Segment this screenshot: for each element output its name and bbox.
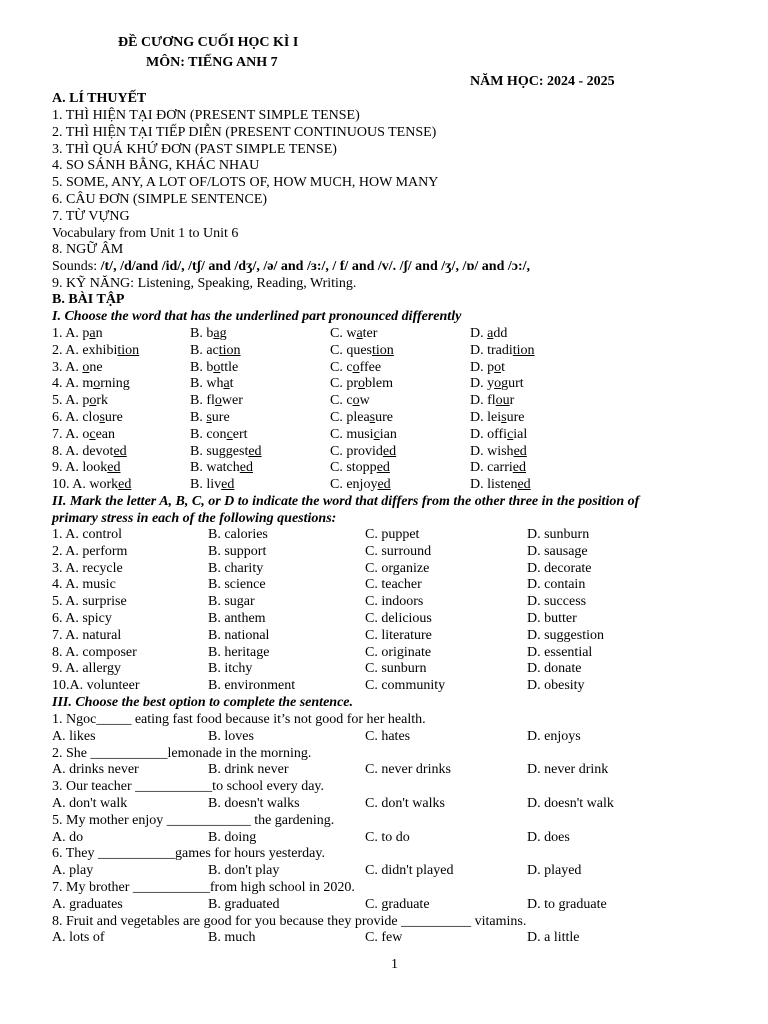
- option-prefix: C. musi: [330, 426, 374, 442]
- answer-option: 9. A. allergy: [52, 661, 121, 677]
- underlined-part: s: [369, 410, 376, 425]
- underlined-part: c: [507, 426, 514, 442]
- answer-option: 7. A. natural: [52, 627, 122, 643]
- option-prefix: 6. A. clo: [52, 410, 100, 425]
- answer-option: 2. A. perform: [52, 543, 128, 559]
- underlined-part: s: [99, 410, 105, 425]
- underlined-part: tion: [218, 342, 241, 358]
- answer-option: B. environment: [208, 678, 296, 694]
- answer-option: C. didn't played: [365, 863, 454, 879]
- table-row: [0, 628, 768, 645]
- answer-option: [330, 376, 393, 392]
- answer-option: D. sausage: [527, 543, 588, 559]
- answer-option: C. originate: [365, 644, 432, 660]
- option-suffix: ttle: [220, 359, 239, 375]
- option-prefix: D. fl: [470, 393, 496, 409]
- answer-option: 1. A. control: [52, 527, 122, 542]
- option-suffix: rning: [100, 376, 130, 392]
- theory-item: 2. THÌ HIỆN TẠI TIẾP DIỄN (PRESENT CONTINUOUS TENSE): [52, 124, 437, 140]
- answer-option: C. graduate: [365, 896, 430, 912]
- table-row: [0, 343, 768, 360]
- option-prefix: C. pr: [330, 376, 358, 392]
- table-row: [0, 444, 768, 461]
- underlined-part: o: [214, 393, 222, 409]
- answer-option: [190, 343, 241, 359]
- table-row: [0, 326, 768, 343]
- underlined-part: ed: [221, 477, 235, 493]
- option-prefix: B.: [190, 410, 207, 425]
- underlined-part: c: [226, 426, 233, 442]
- answer-option: [330, 393, 370, 409]
- option-prefix: B. liv: [190, 477, 222, 493]
- table-row: [0, 561, 768, 578]
- option-prefix: 4. A. m: [52, 376, 94, 392]
- option-prefix: B. fl: [190, 393, 215, 409]
- option-prefix: C. c: [330, 393, 353, 409]
- underlined-part: o: [494, 376, 502, 392]
- option-prefix: B. suggest: [190, 443, 249, 459]
- table-row: [0, 594, 768, 611]
- underlined-part: tion: [512, 342, 535, 358]
- answer-option: 6. A. spicy: [52, 611, 112, 626]
- answer-option: C. delicious: [365, 611, 432, 626]
- underlined-part: o: [352, 359, 360, 375]
- theory-item: 3. THÌ QUÁ KHỨ ĐƠN (PAST SIMPLE TENSE): [52, 141, 337, 157]
- answer-option: B. sugar: [208, 594, 255, 610]
- answer-option: [190, 444, 262, 460]
- question-text: 1. Ngoc_____ eating fast food because it’s not good for her health.: [52, 712, 426, 727]
- option-suffix: ne: [89, 359, 103, 375]
- answer-option: [190, 460, 253, 476]
- theory-item: 5. SOME, ANY, A LOT OF/LOTS OF, HOW MUCH, HOW MANY: [52, 175, 439, 191]
- option-prefix: D. listen: [470, 477, 518, 493]
- underlined-part: o: [89, 393, 97, 409]
- underlined-part: ed: [118, 477, 132, 493]
- option-prefix: C. provid: [330, 443, 383, 459]
- answer-option: C. few: [365, 930, 403, 946]
- option-suffix: rk: [96, 393, 109, 409]
- option-suffix: n: [95, 326, 103, 341]
- option-suffix: dd: [493, 326, 508, 341]
- answer-option: 4. A. music: [52, 577, 116, 593]
- options-row: [0, 796, 768, 813]
- answer-option: [52, 427, 115, 443]
- page-number: 1: [391, 957, 398, 972]
- table-row: [0, 360, 768, 377]
- answer-option: [470, 477, 531, 493]
- option-suffix: ert: [232, 426, 248, 442]
- option-suffix: blem: [365, 376, 393, 392]
- option-prefix: D. carri: [470, 460, 513, 476]
- option-prefix: D. y: [470, 376, 495, 392]
- option-prefix: D. offi: [470, 426, 508, 442]
- option-prefix: B. con: [190, 426, 227, 442]
- table-row: [0, 460, 768, 477]
- question-text: 5. My mother enjoy ____________ the gardening.: [52, 812, 335, 828]
- question-text: 8. Fruit and vegetables are good for you because they provide __________ vitamins.: [52, 913, 527, 929]
- option-prefix: 3. A.: [52, 359, 83, 375]
- answer-option: D. never drink: [527, 762, 609, 778]
- answer-option: C. community: [365, 678, 446, 694]
- underlined-part: c: [373, 426, 380, 442]
- answer-option: B. doing: [208, 829, 257, 845]
- underlined-part: tion: [117, 342, 140, 358]
- option-prefix: C. enjoy: [330, 477, 378, 493]
- table-row: [0, 477, 768, 494]
- answer-option: [190, 410, 230, 426]
- answer-option: 10.A. volunteer: [52, 678, 140, 694]
- underlined-part: ou: [495, 393, 510, 409]
- answer-option: C. to do: [365, 829, 410, 845]
- answer-option: [330, 410, 393, 426]
- underlined-part: ed: [517, 477, 531, 493]
- answer-option: [470, 460, 526, 476]
- option-prefix: 9. A. look: [52, 460, 108, 476]
- answer-option: C. literature: [365, 627, 432, 643]
- answer-option: A. graduates: [52, 896, 123, 912]
- document-subject: MÔN: TIẾNG ANH 7: [146, 55, 278, 70]
- answer-option: [330, 444, 396, 460]
- answer-option: [470, 376, 524, 392]
- skills-label: 9. KỸ NĂNG: [52, 276, 131, 291]
- option-suffix: wer: [221, 393, 243, 409]
- answer-option: C. teacher: [365, 577, 422, 593]
- options-row: [0, 762, 768, 779]
- answer-option: [330, 477, 391, 493]
- underlined-part: ed: [376, 460, 390, 476]
- option-suffix: w: [359, 393, 370, 409]
- theory-item: 8. NGỮ ÂM: [52, 242, 124, 258]
- answer-option: [52, 460, 120, 476]
- answer-option: [190, 326, 227, 342]
- answer-option: [52, 444, 127, 460]
- answer-option: D. donate: [527, 661, 582, 677]
- answer-option: B. don't play: [208, 863, 280, 879]
- skills-line: 9. KỸ NĂNG: Listening, Speaking, Reading, Writing.: [52, 276, 357, 291]
- answer-option: C. indoors: [365, 594, 424, 610]
- option-prefix: B. watch: [190, 460, 240, 476]
- answer-option: D. doesn't walk: [527, 796, 614, 811]
- theory-item: Vocabulary from Unit 1 to Unit 6: [52, 225, 239, 241]
- part2-instruction-line2: primary stress in each of the following questions:: [52, 511, 337, 526]
- underlined-part: a: [223, 376, 230, 392]
- answer-option: C. never drinks: [365, 762, 451, 778]
- option-prefix: D.: [470, 326, 488, 341]
- answer-option: B. support: [208, 543, 267, 559]
- answer-option: [52, 477, 131, 493]
- option-prefix: C. c: [330, 359, 353, 375]
- option-suffix: t: [229, 376, 234, 392]
- options-row: [0, 830, 768, 847]
- answer-option: [470, 343, 535, 359]
- underlined-part: tion: [372, 342, 394, 358]
- question-text: 6. They ___________games for hours yesterday.: [52, 846, 325, 862]
- option-suffix: ure: [506, 410, 525, 425]
- answer-option: B. anthem: [208, 611, 266, 626]
- option-suffix: ial: [513, 426, 528, 442]
- answer-option: [470, 444, 527, 460]
- school-year: NĂM HỌC: 2024 - 2025: [470, 74, 615, 89]
- underlined-part: s: [501, 410, 507, 425]
- answer-option: [330, 360, 381, 376]
- answer-option: D. to graduate: [527, 896, 607, 912]
- answer-option: [470, 410, 524, 426]
- answer-option: B. graduated: [208, 896, 280, 912]
- option-prefix: B. ac: [190, 342, 219, 358]
- table-row: [0, 678, 768, 695]
- options-row: [0, 729, 768, 746]
- answer-option: [330, 427, 397, 443]
- option-prefix: D. lei: [470, 410, 502, 425]
- theory-item: 4. SO SÁNH BẰNG, KHÁC NHAU: [52, 158, 260, 174]
- underlined-part: a: [213, 326, 220, 341]
- options-row: [0, 897, 768, 914]
- answer-option: [470, 326, 507, 342]
- answer-option: D. decorate: [527, 560, 592, 576]
- option-suffix: t: [501, 359, 506, 375]
- answer-option: [190, 477, 234, 493]
- option-prefix: C. w: [330, 326, 357, 341]
- table-row: [0, 527, 768, 544]
- theory-item: 1. THÌ HIỆN TẠI ĐƠN (PRESENT SIMPLE TENSE): [52, 108, 360, 123]
- answer-option: B. itchy: [208, 661, 253, 677]
- answer-option: [470, 360, 505, 376]
- exercises-heading: B. BÀI TẬP: [52, 292, 125, 307]
- underlined-part: ed: [512, 460, 526, 476]
- underlined-part: ed: [113, 443, 127, 459]
- answer-option: D. sunburn: [527, 527, 590, 542]
- answer-option: [330, 326, 377, 342]
- answer-option: A. lots of: [52, 930, 105, 946]
- part3-instruction: III. Choose the best option to complete the sentence.: [52, 695, 353, 710]
- answer-option: A. play: [52, 863, 94, 879]
- answer-option: D. essential: [527, 644, 593, 660]
- table-row: [0, 577, 768, 594]
- underlined-part: o: [494, 359, 502, 375]
- option-prefix: B. wh: [190, 376, 224, 392]
- answer-option: [52, 393, 108, 409]
- underlined-part: ed: [239, 460, 253, 476]
- question-text: 2. She ___________lemonade in the morning.: [52, 745, 312, 761]
- option-suffix: gurt: [501, 376, 524, 392]
- question-text: 3. Our teacher ___________to school every day.: [52, 779, 325, 795]
- document-title: ĐỀ CƯƠNG CUỐI HỌC KÌ I: [118, 35, 299, 50]
- answer-option: [330, 460, 390, 476]
- options-row: [0, 863, 768, 880]
- answer-option: D. a little: [527, 930, 580, 946]
- sounds-line: Sounds: /t/, /d/and /id/, /tʃ/ and /dʒ/, /ə/ and /ɜ:/, / f/ and /v/. /ʃ/ and /ʒ/, /ɒ/ and /ɔ:/,: [52, 259, 531, 274]
- answer-option: A. drinks never: [52, 762, 139, 778]
- answer-option: D. suggestion: [527, 627, 604, 643]
- answer-option: 5. A. surprise: [52, 594, 127, 610]
- option-suffix: g: [219, 326, 227, 341]
- underlined-part: ed: [513, 443, 527, 459]
- option-prefix: B. b: [190, 359, 214, 375]
- option-suffix: ffee: [359, 359, 382, 375]
- answer-option: D. played: [527, 863, 582, 879]
- answer-option: D. does: [527, 829, 570, 845]
- option-prefix: C. stopp: [330, 460, 377, 476]
- answer-option: B. much: [208, 930, 256, 946]
- answer-option: B. science: [208, 577, 266, 593]
- underlined-part: o: [213, 359, 221, 375]
- table-row: [0, 427, 768, 444]
- option-suffix: ure: [104, 410, 123, 425]
- underlined-part: o: [358, 376, 365, 392]
- underlined-part: ed: [382, 443, 397, 459]
- answer-option: B. doesn't walks: [208, 796, 300, 811]
- underlined-part: a: [89, 326, 96, 341]
- options-row: [0, 930, 768, 947]
- underlined-part: a: [356, 326, 363, 341]
- answer-option: C. hates: [365, 728, 411, 744]
- answer-option: [52, 326, 103, 342]
- answer-option: [190, 393, 243, 409]
- skills-text: Listening, Speaking, Reading, Writing.: [134, 276, 357, 291]
- option-suffix: ure: [211, 410, 230, 425]
- answer-option: D. success: [527, 594, 587, 610]
- underlined-part: s: [206, 410, 212, 425]
- answer-option: C. puppet: [365, 527, 420, 542]
- answer-option: [52, 376, 130, 392]
- option-suffix: ter: [362, 326, 378, 341]
- answer-option: [330, 343, 394, 359]
- underlined-part: o: [93, 376, 101, 392]
- answer-option: B. national: [208, 627, 270, 643]
- answer-option: C. don't walks: [365, 796, 445, 811]
- underlined-part: ed: [377, 477, 391, 493]
- answer-option: D. obesity: [527, 678, 585, 694]
- answer-option: B. calories: [208, 527, 268, 542]
- answer-option: B. drink never: [208, 762, 289, 778]
- answer-option: [470, 393, 514, 409]
- table-row: [0, 661, 768, 678]
- underlined-part: o: [82, 359, 90, 375]
- question-text: 7. My brother ___________from high school in 2020.: [52, 880, 355, 895]
- option-suffix: ian: [379, 426, 397, 442]
- option-prefix: D. wish: [470, 443, 514, 459]
- underlined-part: ed: [248, 443, 262, 459]
- answer-option: B. charity: [208, 560, 264, 576]
- table-row: [0, 376, 768, 393]
- sounds-label: Sounds: [52, 259, 94, 274]
- answer-option: D. butter: [527, 611, 577, 626]
- answer-option: [190, 427, 248, 443]
- part1-instruction: I. Choose the word that has the underlined part pronounced differently: [52, 309, 462, 324]
- option-prefix: 2. A. exhibi: [52, 342, 118, 358]
- option-prefix: 10. A. work: [52, 477, 119, 493]
- answer-option: [52, 410, 123, 426]
- option-prefix: B. b: [190, 326, 214, 341]
- table-row: [0, 645, 768, 662]
- answer-option: D. contain: [527, 577, 586, 593]
- theory-item: 6. CÂU ĐƠN (SIMPLE SENTENCE): [52, 192, 268, 207]
- option-suffix: ean: [95, 426, 115, 442]
- option-prefix: 5. A. p: [52, 393, 90, 409]
- answer-option: A. do: [52, 829, 84, 845]
- answer-option: [190, 376, 234, 392]
- option-prefix: 1. A. p: [52, 326, 90, 341]
- answer-option: 8. A. composer: [52, 644, 137, 660]
- underlined-part: c: [89, 426, 96, 442]
- option-prefix: D. tradi: [470, 342, 513, 358]
- option-prefix: 8. A. devot: [52, 443, 114, 459]
- answer-option: A. don't walk: [52, 796, 128, 811]
- answer-option: C. sunburn: [365, 661, 427, 677]
- table-row: [0, 544, 768, 561]
- sounds-text: /t/, /d/and /id/, /tʃ/ and /dʒ/, /ə/ and /ɜ:/, / f/ and /v/. /ʃ/ and /ʒ/, /ɒ/ and /ɔ:/,: [100, 259, 531, 274]
- option-suffix: r: [509, 393, 515, 409]
- answer-option: C. surround: [365, 543, 432, 559]
- answer-option: B. heritage: [208, 644, 270, 660]
- answer-option: [52, 343, 139, 359]
- option-prefix: C. ques: [330, 342, 372, 358]
- answer-option: [190, 360, 238, 376]
- answer-option: B. loves: [208, 728, 254, 744]
- answer-option: [52, 360, 103, 376]
- underlined-part: ed: [107, 460, 121, 476]
- underlined-part: a: [487, 326, 494, 341]
- answer-option: C. organize: [365, 560, 430, 576]
- theory-item: 7. TỪ VỰNG: [52, 208, 130, 224]
- option-prefix: D. p: [470, 359, 495, 375]
- option-suffix: ure: [375, 410, 393, 425]
- answer-option: A. likes: [52, 728, 96, 744]
- option-prefix: C. plea: [330, 410, 370, 425]
- answer-option: 3. A. recycle: [52, 560, 123, 576]
- option-prefix: 7. A. o: [52, 426, 90, 442]
- table-row: [0, 410, 768, 427]
- part2-instruction-line1: II. Mark the letter A, B, C, or D to indicate the word that differs from the other three in the position of: [52, 494, 640, 509]
- answer-option: D. enjoys: [527, 728, 581, 744]
- theory-heading: A. LÍ THUYẾT: [52, 91, 147, 106]
- answer-option: [470, 427, 527, 443]
- table-row: [0, 393, 768, 410]
- underlined-part: o: [352, 393, 360, 409]
- table-row: [0, 611, 768, 628]
